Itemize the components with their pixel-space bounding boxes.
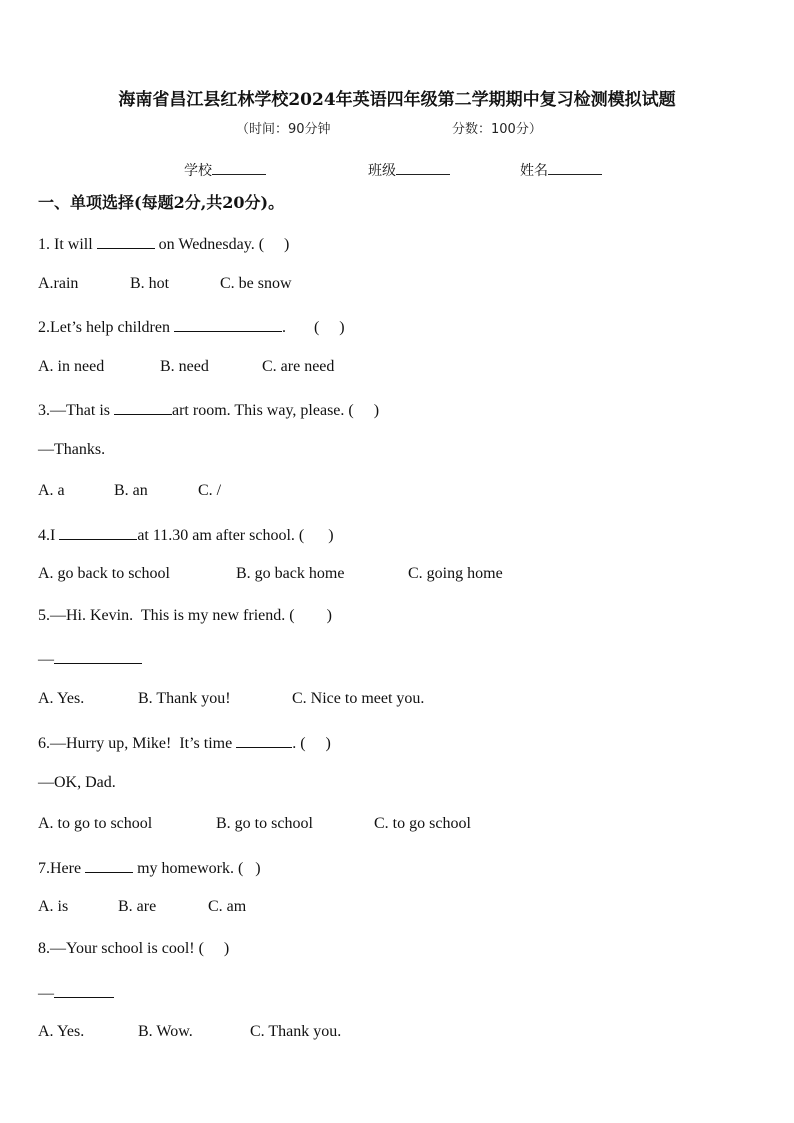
- answer-blank: [174, 316, 282, 332]
- name-label: 姓名: [520, 163, 548, 179]
- question-4-stem: 4.I: [38, 527, 60, 544]
- question-7-stem: 7.Here: [38, 860, 86, 877]
- option-c: C. be snow: [220, 275, 292, 292]
- question-7-stem-end: my homework. ( ): [133, 860, 261, 877]
- school-label: 学校: [184, 163, 212, 179]
- option-b: B. are: [118, 898, 157, 915]
- option-a: A. a: [38, 482, 65, 499]
- question-2: [38, 316, 345, 337]
- option-b: B. Wow.: [138, 1023, 193, 1040]
- section-heading: 一、单项选择(每题2分,共20分)。: [38, 193, 285, 212]
- option-a: A.rain: [38, 275, 79, 292]
- class-blank: [396, 160, 450, 175]
- reply-dash: —: [38, 651, 54, 668]
- class-field: [368, 160, 450, 180]
- school-field: [184, 160, 266, 180]
- answer-blank: [59, 524, 137, 540]
- option-b: B. hot: [130, 275, 170, 292]
- answer-blank: [54, 982, 114, 998]
- option-a: A. in need: [38, 358, 105, 375]
- question-3-stem-end: art room. This way, please. ( ): [172, 402, 380, 419]
- option-c: C. /: [198, 482, 222, 499]
- option-b: B. an: [114, 482, 148, 499]
- question-5-reply: [38, 648, 142, 669]
- option-c: C. Thank you.: [250, 1023, 342, 1040]
- option-a: A. go back to school: [38, 565, 170, 582]
- question-6-stem-end: . ( ): [292, 735, 331, 752]
- question-3-stem: 3.—That is: [38, 402, 114, 419]
- question-1-stem-end: on Wednesday. ( ): [154, 236, 290, 253]
- answer-blank: [236, 732, 292, 748]
- class-label: 班级: [368, 163, 396, 179]
- option-a: A. Yes.: [38, 1023, 85, 1040]
- option-c: C. to go school: [374, 815, 471, 832]
- question-2-stem: 2.Let’s help children: [38, 319, 174, 336]
- option-a: A. to go to school: [38, 815, 153, 832]
- question-1: [38, 233, 289, 254]
- name-field: [520, 160, 602, 180]
- option-c: C. Nice to meet you.: [292, 690, 425, 707]
- question-4: [38, 524, 334, 545]
- question-1-stem: 1. It will: [38, 236, 97, 253]
- question-7: [38, 857, 261, 878]
- answer-blank: [97, 233, 155, 249]
- school-blank: [212, 160, 266, 175]
- question-8: 8.—Your school is cool! ( ): [38, 940, 230, 957]
- name-blank: [548, 160, 602, 175]
- question-2-stem-end: . ( ): [281, 319, 345, 336]
- option-b: B. go back home: [236, 565, 345, 582]
- question-6-reply: —OK, Dad.: [38, 774, 116, 791]
- option-c: C. am: [208, 898, 247, 915]
- option-a: A. is: [38, 898, 69, 915]
- exam-title: 海南省昌江县红林学校2024年英语四年级第二学期期中复习检测模拟试题: [118, 90, 676, 110]
- exam-score: 分数：100分）: [452, 122, 542, 137]
- answer-blank: [85, 857, 133, 873]
- question-5: 5.—Hi. Kevin. This is my new friend. ( ): [38, 607, 332, 624]
- exam-time: （时间：90分钟: [236, 122, 331, 137]
- question-3: [38, 399, 379, 420]
- question-6: [38, 732, 331, 753]
- question-3-reply: —Thanks.: [38, 441, 106, 458]
- question-8-reply: [38, 982, 114, 1003]
- question-4-stem-end: at 11.30 am after school. ( ): [137, 527, 334, 544]
- option-b: B. need: [160, 358, 209, 375]
- option-c: C. are need: [262, 358, 335, 375]
- option-b: B. Thank you!: [138, 690, 231, 707]
- question-6-stem: 6.—Hurry up, Mike! It’s time: [38, 735, 237, 752]
- answer-blank: [54, 648, 142, 664]
- option-a: A. Yes.: [38, 690, 85, 707]
- option-c: C. going home: [408, 565, 503, 582]
- option-b: B. go to school: [216, 815, 313, 832]
- reply-dash: —: [38, 985, 54, 1002]
- answer-blank: [114, 399, 172, 415]
